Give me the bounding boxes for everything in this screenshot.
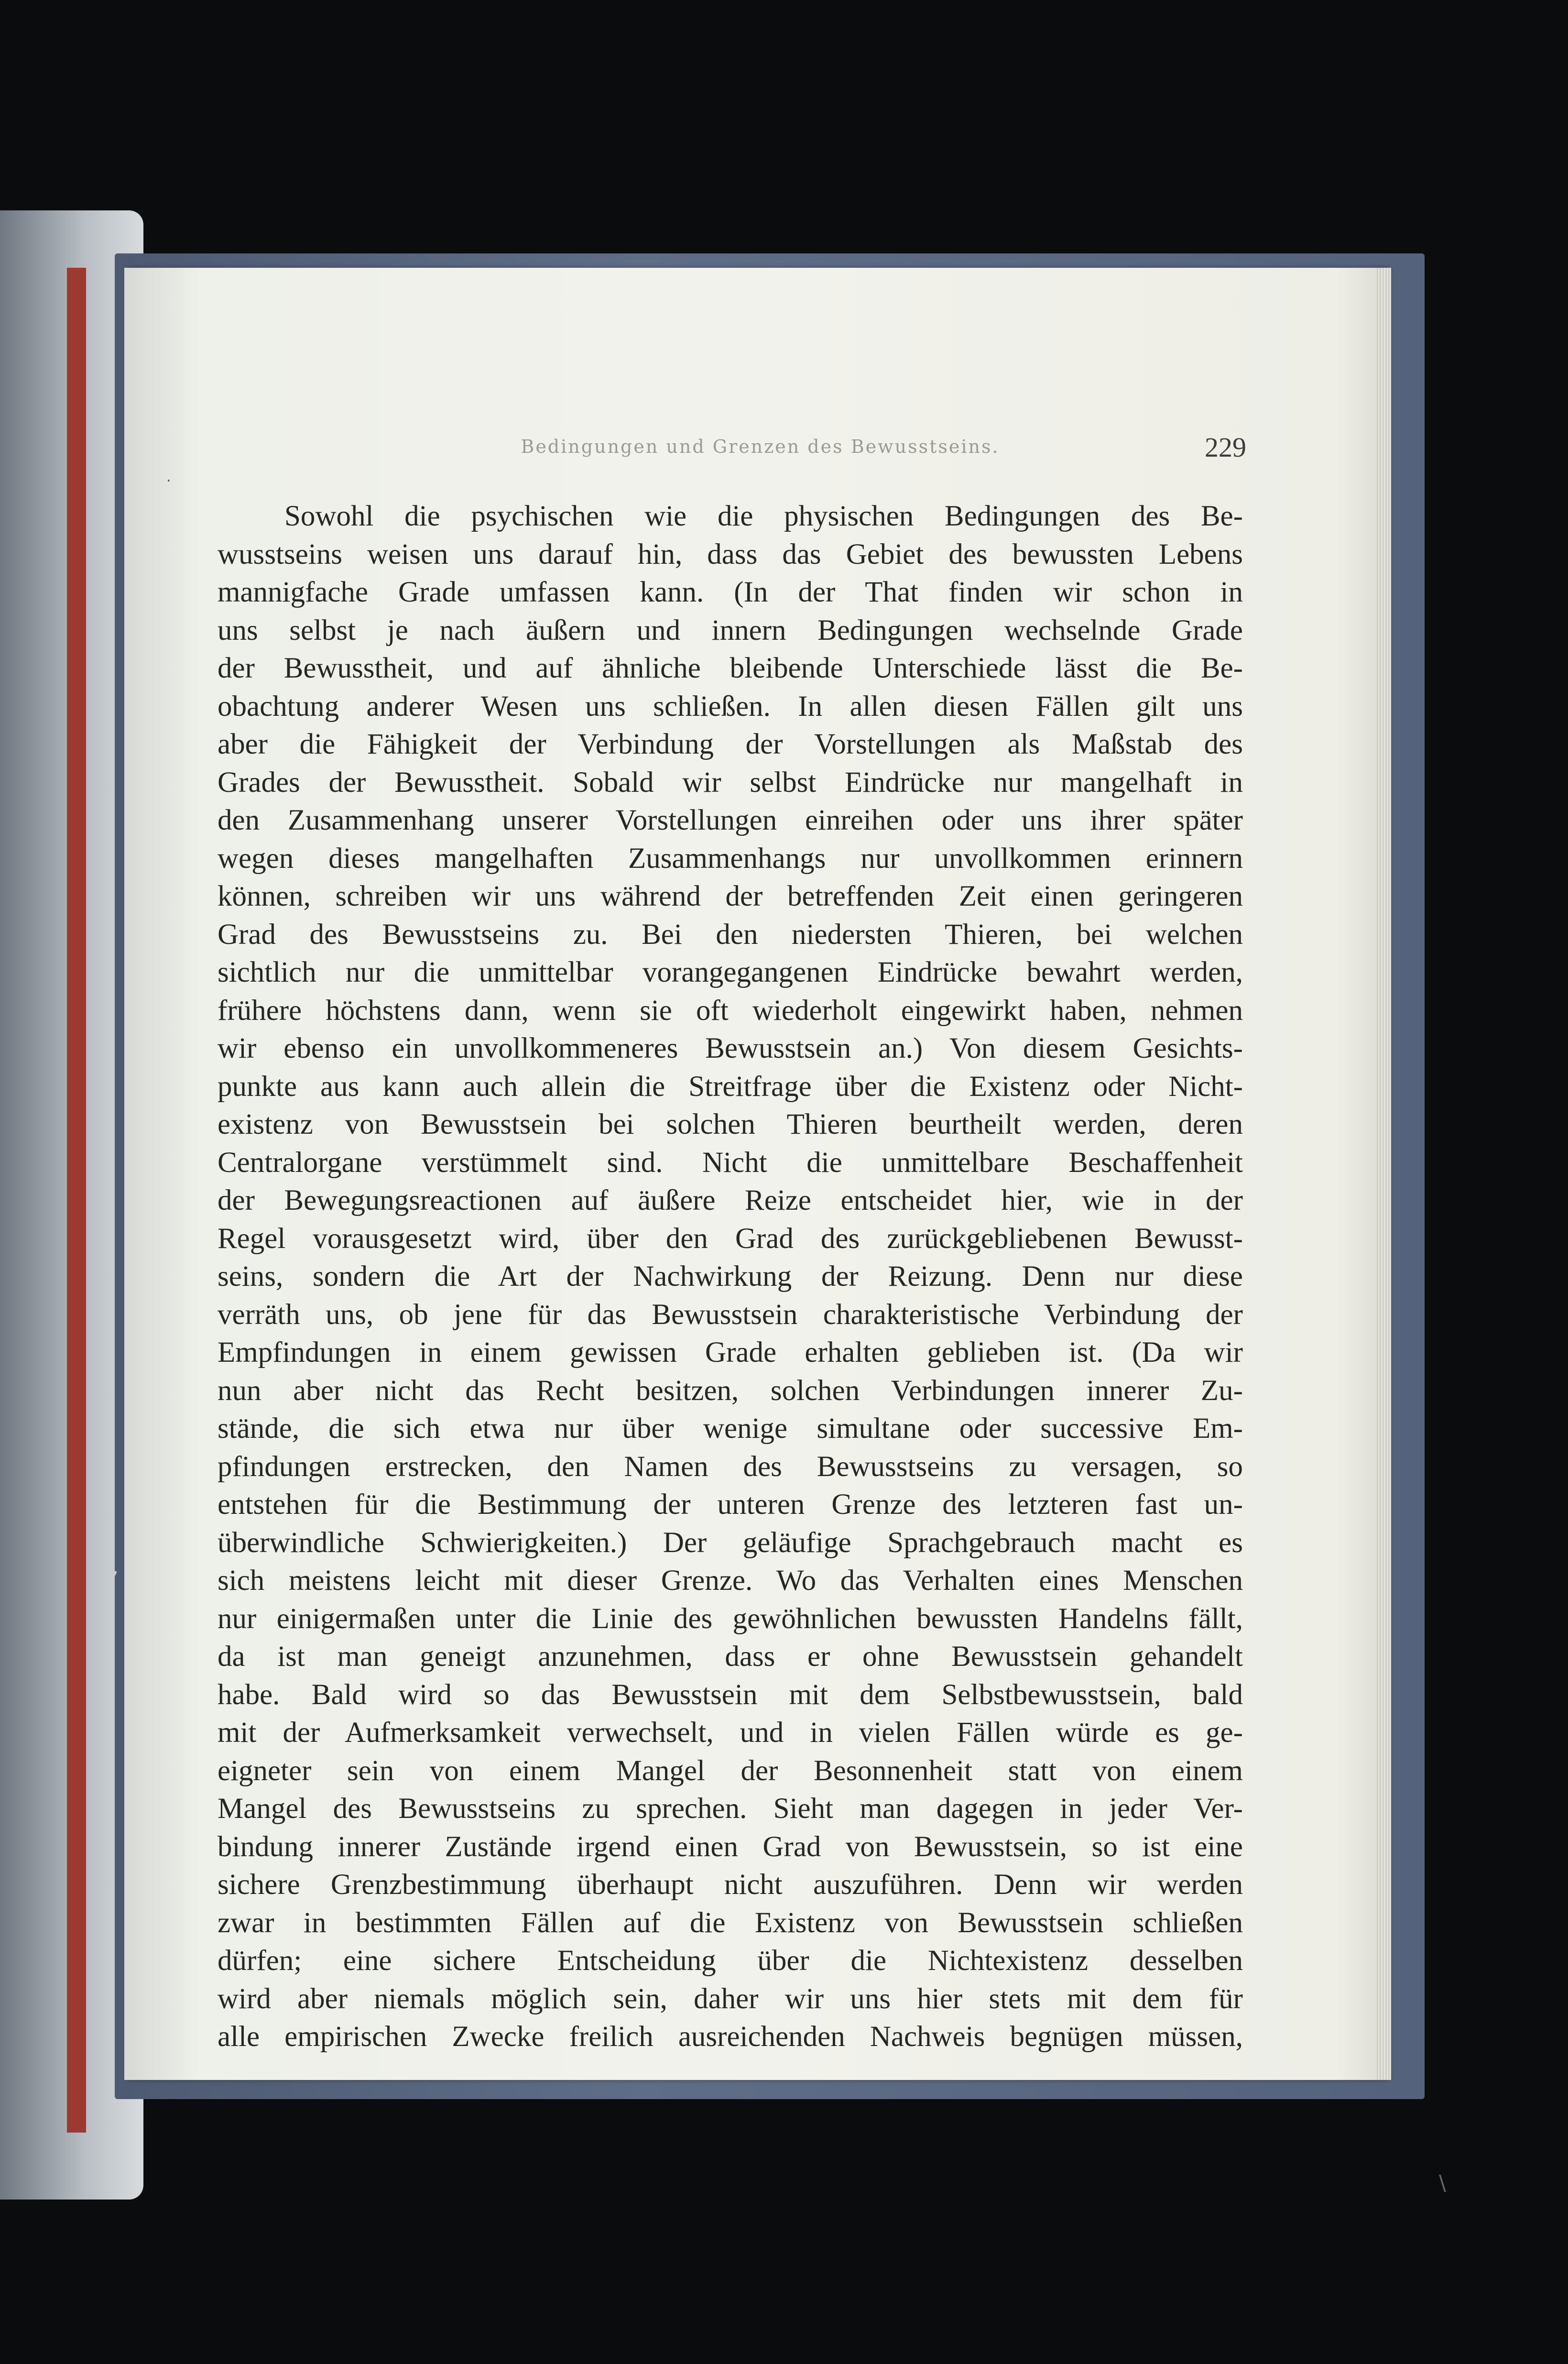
text-line: sichere Grenzbestimmung überhaupt nicht auszuführen. Denn wir werden (218, 1869, 1243, 1901)
text-line: Sowohl die psychischen wie die physischen Bedingungen des Be- (284, 500, 1243, 532)
text-line: entstehen für die Bestimmung der unteren Grenze des letzteren fast un- (218, 1488, 1243, 1521)
running-header: Bedingungen und Grenzen des Bewusstseins. (521, 436, 1000, 457)
text-line: da ist man geneigt anzunehmen, dass er ohne Bewusstsein gehandelt (218, 1641, 1243, 1673)
text-line: sich meistens leicht mit dieser Grenze. Wo das Verhalten eines Menschen (218, 1565, 1243, 1597)
text-line: der Bewegungsreactionen auf äußere Reize entscheidet hier, wie in der (218, 1184, 1243, 1216)
text-line: zwar in bestimmten Fällen auf die Existenz von Bewusstsein schließen (218, 1906, 1243, 1939)
text-line: der Bewusstheit, und auf ähnliche bleibende Unterschiede lässt die Be- (218, 652, 1243, 684)
text-line: punkte aus kann auch allein die Streitfrage über die Existenz oder Nicht- (218, 1070, 1243, 1103)
page-number: 229 (1205, 432, 1246, 463)
text-line: wegen dieses mangelhaften Zusammenhangs nur unvollkommen erinnern (218, 842, 1243, 875)
margin-mark: \ (1439, 2171, 1446, 2195)
text-line: können, schreiben wir uns während der betreffenden Zeit einen geringeren (218, 880, 1243, 912)
text-line: habe. Bald wird so das Bewusstsein mit dem Selbstbewusstsein, bald (218, 1678, 1243, 1711)
text-line: uns selbst je nach äußern und innern Bedingungen wechselnde Grade (218, 614, 1243, 646)
text-line: nun aber nicht das Recht besitzen, solchen Verbindungen innerer Zu- (218, 1374, 1243, 1407)
text-line: stände, die sich etwa nur über wenige simultane oder successive Em- (218, 1412, 1243, 1445)
text-line: verräth uns, ob jene für das Bewusstsein charakteristische Verbindung der (218, 1298, 1243, 1331)
body-text (218, 497, 1243, 2056)
left-page-red-edge (67, 268, 86, 2133)
text-line: Grad des Bewusstseins zu. Bei den niedersten Thieren, bei welchen (218, 918, 1243, 951)
margin-mark: . (166, 469, 171, 485)
text-line: dürfen; eine sichere Entscheidung über die Nichtexistenz desselben (218, 1945, 1243, 1977)
text-line: überwindliche Schwierigkeiten.) Der geläufige Sprachgebrauch macht es (218, 1526, 1243, 1559)
text-line: Grades der Bewusstheit. Sobald wir selbst Eindrücke nur mangelhaft in (218, 766, 1243, 799)
text-line: Empfindungen in einem gewissen Grade erhalten geblieben ist. (Da wir (218, 1336, 1243, 1368)
text-line: eigneter sein von einem Mangel der Besonnenheit statt von einem (218, 1754, 1243, 1787)
text-line: existenz von Bewusstsein bei solchen Thieren beurtheilt werden, deren (218, 1108, 1243, 1140)
margin-mark: , (112, 1556, 119, 1578)
text-line: frühere höchstens dann, wenn sie oft wiederholt eingewirkt haben, nehmen (218, 994, 1243, 1027)
text-line: Regel vorausgesetzt wird, über den Grad des zurückgebliebenen Bewusst- (218, 1222, 1243, 1255)
text-line: den Zusammenhang unserer Vorstellungen einreihen oder uns ihrer später (218, 804, 1243, 836)
text-line: obachtung anderer Wesen uns schließen. In allen diesen Fällen gilt uns (218, 690, 1243, 722)
text-line: sichtlich nur die unmittelbar vorangegangenen Eindrücke bewahrt werden, (218, 956, 1243, 988)
text-line: aber die Fähigkeit der Verbindung der Vorstellungen als Maßstab des (218, 728, 1243, 760)
text-line: wir ebenso ein unvollkommeneres Bewusstsein an.) Von diesem Gesichts- (218, 1032, 1243, 1064)
text-line: wird aber niemals möglich sein, daher wir uns hier stets mit dem für (218, 1982, 1243, 2015)
text-line: Centralorgane verstümmelt sind. Nicht die unmittelbare Beschaffenheit (218, 1146, 1243, 1179)
text-line: nur einigermaßen unter die Linie des gewöhnlichen bewussten Handelns fällt, (218, 1602, 1243, 1635)
text-line: wusstseins weisen uns darauf hin, dass das Gebiet des bewussten Lebens (218, 538, 1243, 570)
text-line: mit der Aufmerksamkeit verwechselt, und in vielen Fällen würde es ge- (218, 1717, 1243, 1749)
text-line: pfindungen erstrecken, den Namen des Bewusstseins zu versagen, so (218, 1450, 1243, 1483)
text-line: mannigfache Grade umfassen kann. (In der That finden wir schon in (218, 576, 1243, 608)
text-line: bindung innerer Zustände irgend einen Grad von Bewusstsein, so ist eine (218, 1830, 1243, 1863)
text-line: seins, sondern die Art der Nachwirkung der Reizung. Denn nur diese (218, 1260, 1243, 1292)
page-stack-edge (1377, 268, 1391, 2080)
text-line: Mangel des Bewusstseins zu sprechen. Sieht man dagegen in jeder Ver- (218, 1793, 1243, 1825)
text-line: alle empirischen Zwecke freilich ausreichenden Nachweis begnügen müssen, (218, 2021, 1243, 2053)
